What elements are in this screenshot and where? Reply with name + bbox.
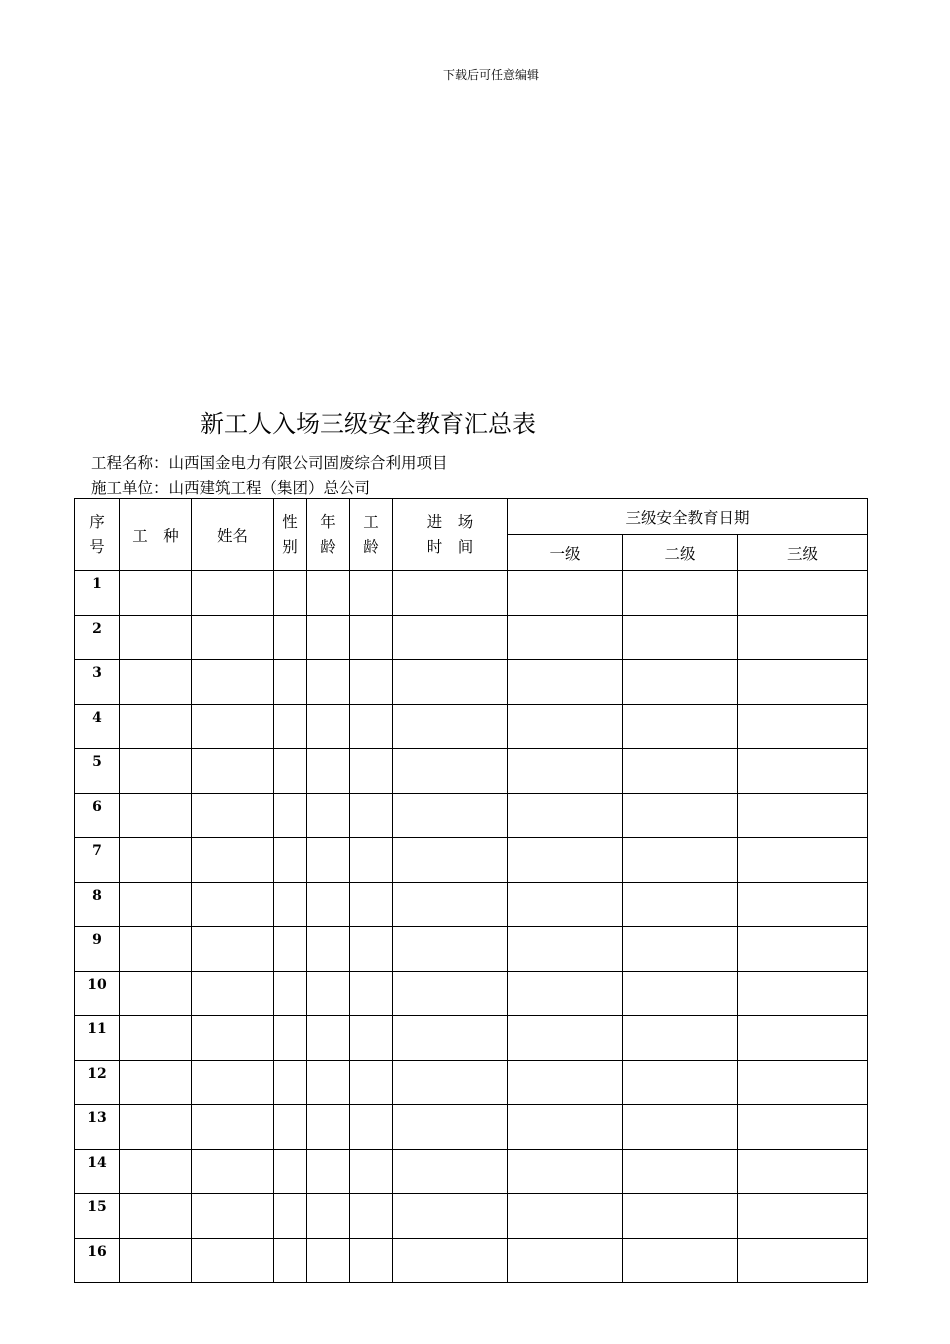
table-row xyxy=(75,838,868,883)
cell-gender[interactable] xyxy=(274,971,307,1016)
cell-level-2[interactable] xyxy=(623,882,738,927)
cell-trade[interactable] xyxy=(120,1105,192,1150)
cell-name[interactable] xyxy=(192,971,274,1016)
cell-trade[interactable] xyxy=(120,793,192,838)
cell-name[interactable] xyxy=(192,749,274,794)
cell-level-2[interactable] xyxy=(623,704,738,749)
cell-level-1[interactable] xyxy=(508,615,623,660)
header-work-years: 工 龄 xyxy=(350,499,393,571)
cell-name[interactable] xyxy=(192,1060,274,1105)
cell-name[interactable] xyxy=(192,1105,274,1150)
cell-gender[interactable] xyxy=(274,927,307,972)
cell-age[interactable] xyxy=(307,1016,350,1061)
header-level-1: 一级 xyxy=(508,535,623,571)
header-level-3: 三级 xyxy=(738,535,868,571)
cell-name[interactable] xyxy=(192,1238,274,1283)
cell-entry-time[interactable] xyxy=(393,927,508,972)
table-row xyxy=(75,1238,868,1283)
cell-work-years[interactable] xyxy=(350,704,393,749)
cell-gender[interactable] xyxy=(274,1060,307,1105)
cell-level-3[interactable] xyxy=(738,838,868,883)
row-seq-number: 12 xyxy=(75,1060,120,1105)
cell-level-1[interactable] xyxy=(508,793,623,838)
cell-trade[interactable] xyxy=(120,1238,192,1283)
cell-trade[interactable] xyxy=(120,927,192,972)
table-row xyxy=(75,571,868,616)
cell-name[interactable] xyxy=(192,704,274,749)
cell-trade[interactable] xyxy=(120,615,192,660)
cell-age[interactable] xyxy=(307,1149,350,1194)
cell-level-3[interactable] xyxy=(738,571,868,616)
cell-age[interactable] xyxy=(307,749,350,794)
contractor-line: 施工单位：山西建筑工程（集团）总公司 xyxy=(91,479,371,497)
cell-name[interactable] xyxy=(192,1194,274,1239)
cell-work-years[interactable] xyxy=(350,927,393,972)
cell-gender[interactable] xyxy=(274,1105,307,1150)
cell-level-1[interactable] xyxy=(508,882,623,927)
cell-work-years[interactable] xyxy=(350,1149,393,1194)
cell-entry-time[interactable] xyxy=(393,1149,508,1194)
cell-name[interactable] xyxy=(192,571,274,616)
cell-gender[interactable] xyxy=(274,882,307,927)
header-age: 年 龄 xyxy=(307,499,350,571)
table-row xyxy=(75,927,868,972)
row-seq-number: 1 xyxy=(75,571,120,616)
cell-level-3[interactable] xyxy=(738,1060,868,1105)
cell-age[interactable] xyxy=(307,793,350,838)
table-row xyxy=(75,704,868,749)
cell-work-years[interactable] xyxy=(350,749,393,794)
table-row xyxy=(75,660,868,705)
cell-level-3[interactable] xyxy=(738,615,868,660)
header-trade: 工 种 xyxy=(120,499,192,571)
cell-age[interactable] xyxy=(307,1105,350,1150)
cell-gender[interactable] xyxy=(274,1238,307,1283)
header-entry-time: 进 场 时 间 xyxy=(393,499,508,571)
row-seq-number: 2 xyxy=(75,615,120,660)
cell-level-2[interactable] xyxy=(623,793,738,838)
cell-trade[interactable] xyxy=(120,660,192,705)
table-row xyxy=(75,882,868,927)
row-seq-number: 6 xyxy=(75,793,120,838)
cell-level-3[interactable] xyxy=(738,749,868,794)
cell-age[interactable] xyxy=(307,571,350,616)
row-seq-number: 5 xyxy=(75,749,120,794)
cell-work-years[interactable] xyxy=(350,571,393,616)
cell-gender[interactable] xyxy=(274,838,307,883)
cell-level-1[interactable] xyxy=(508,1194,623,1239)
cell-age[interactable] xyxy=(307,1238,350,1283)
cell-level-2[interactable] xyxy=(623,1060,738,1105)
cell-name[interactable] xyxy=(192,793,274,838)
cell-entry-time[interactable] xyxy=(393,571,508,616)
cell-age[interactable] xyxy=(307,1194,350,1239)
cell-age[interactable] xyxy=(307,838,350,883)
table-row xyxy=(75,1194,868,1239)
cell-name[interactable] xyxy=(192,660,274,705)
row-seq-number: 16 xyxy=(75,1238,120,1283)
page-title: 新工人入场三级安全教育汇总表 xyxy=(200,410,536,438)
cell-age[interactable] xyxy=(307,927,350,972)
table-row xyxy=(75,749,868,794)
cell-level-1[interactable] xyxy=(508,1016,623,1061)
cell-gender[interactable] xyxy=(274,793,307,838)
cell-level-3[interactable] xyxy=(738,704,868,749)
cell-gender[interactable] xyxy=(274,749,307,794)
cell-name[interactable] xyxy=(192,1016,274,1061)
cell-level-1[interactable] xyxy=(508,838,623,883)
header-name: 姓名 xyxy=(192,499,274,571)
cell-level-3[interactable] xyxy=(738,927,868,972)
cell-entry-time[interactable] xyxy=(393,615,508,660)
row-seq-number: 13 xyxy=(75,1105,120,1150)
cell-level-2[interactable] xyxy=(623,1149,738,1194)
cell-work-years[interactable] xyxy=(350,971,393,1016)
cell-name[interactable] xyxy=(192,838,274,883)
project-name-line: 工程名称：山西国金电力有限公司固废综合利用项目 xyxy=(91,454,448,472)
cell-entry-time[interactable] xyxy=(393,1016,508,1061)
cell-level-3[interactable] xyxy=(738,1016,868,1061)
cell-gender[interactable] xyxy=(274,704,307,749)
cell-level-3[interactable] xyxy=(738,793,868,838)
cell-work-years[interactable] xyxy=(350,1105,393,1150)
table-row xyxy=(75,793,868,838)
cell-entry-time[interactable] xyxy=(393,838,508,883)
cell-age[interactable] xyxy=(307,971,350,1016)
cell-gender[interactable] xyxy=(274,1194,307,1239)
cell-gender[interactable] xyxy=(274,615,307,660)
cell-level-3[interactable] xyxy=(738,1105,868,1150)
cell-name[interactable] xyxy=(192,615,274,660)
cell-name[interactable] xyxy=(192,882,274,927)
cell-work-years[interactable] xyxy=(350,793,393,838)
cell-trade[interactable] xyxy=(120,749,192,794)
cell-gender[interactable] xyxy=(274,1016,307,1061)
cell-entry-time[interactable] xyxy=(393,882,508,927)
cell-age[interactable] xyxy=(307,704,350,749)
cell-trade[interactable] xyxy=(120,882,192,927)
header-note: 下载后可任意编辑 xyxy=(442,68,539,82)
row-seq-number: 8 xyxy=(75,882,120,927)
cell-level-3[interactable] xyxy=(738,971,868,1016)
cell-level-2[interactable] xyxy=(623,971,738,1016)
cell-level-1[interactable] xyxy=(508,704,623,749)
cell-trade[interactable] xyxy=(120,1194,192,1239)
cell-level-3[interactable] xyxy=(738,660,868,705)
cell-level-1[interactable] xyxy=(508,1149,623,1194)
cell-entry-time[interactable] xyxy=(393,1060,508,1105)
cell-trade[interactable] xyxy=(120,1060,192,1105)
cell-gender[interactable] xyxy=(274,571,307,616)
cell-trade[interactable] xyxy=(120,971,192,1016)
cell-work-years[interactable] xyxy=(350,1194,393,1239)
cell-gender[interactable] xyxy=(274,660,307,705)
cell-entry-time[interactable] xyxy=(393,1238,508,1283)
row-seq-number: 4 xyxy=(75,704,120,749)
row-seq-number: 11 xyxy=(75,1016,120,1061)
cell-entry-time[interactable] xyxy=(393,1105,508,1150)
cell-entry-time[interactable] xyxy=(393,971,508,1016)
cell-level-3[interactable] xyxy=(738,1194,868,1239)
cell-age[interactable] xyxy=(307,882,350,927)
header-education-date: 三级安全教育日期 xyxy=(508,499,868,535)
header-level-2: 二级 xyxy=(623,535,738,571)
cell-level-3[interactable] xyxy=(738,882,868,927)
table-row xyxy=(75,615,868,660)
row-seq-number: 7 xyxy=(75,838,120,883)
cell-level-2[interactable] xyxy=(623,1105,738,1150)
cell-age[interactable] xyxy=(307,1060,350,1105)
row-seq-number: 9 xyxy=(75,927,120,972)
cell-level-2[interactable] xyxy=(623,838,738,883)
cell-level-2[interactable] xyxy=(623,615,738,660)
cell-age[interactable] xyxy=(307,660,350,705)
header-gender: 性 别 xyxy=(274,499,307,571)
cell-entry-time[interactable] xyxy=(393,749,508,794)
cell-work-years[interactable] xyxy=(350,838,393,883)
cell-level-1[interactable] xyxy=(508,571,623,616)
cell-entry-time[interactable] xyxy=(393,1194,508,1239)
table-body xyxy=(75,571,868,1283)
cell-level-2[interactable] xyxy=(623,660,738,705)
cell-level-2[interactable] xyxy=(623,1194,738,1239)
cell-level-1[interactable] xyxy=(508,1105,623,1150)
education-summary-table xyxy=(74,498,868,1283)
cell-trade[interactable] xyxy=(120,571,192,616)
cell-level-1[interactable] xyxy=(508,971,623,1016)
cell-level-2[interactable] xyxy=(623,1238,738,1283)
table-row xyxy=(75,1105,868,1150)
cell-level-3[interactable] xyxy=(738,1238,868,1283)
cell-level-2[interactable] xyxy=(623,927,738,972)
cell-age[interactable] xyxy=(307,615,350,660)
cell-level-2[interactable] xyxy=(623,571,738,616)
cell-trade[interactable] xyxy=(120,1016,192,1061)
table-row xyxy=(75,1016,868,1061)
cell-entry-time[interactable] xyxy=(393,793,508,838)
row-seq-number: 10 xyxy=(75,971,120,1016)
cell-entry-time[interactable] xyxy=(393,660,508,705)
cell-level-1[interactable] xyxy=(508,749,623,794)
cell-work-years[interactable] xyxy=(350,615,393,660)
table-row xyxy=(75,1060,868,1105)
table-row xyxy=(75,971,868,1016)
cell-trade[interactable] xyxy=(120,838,192,883)
cell-level-1[interactable] xyxy=(508,1238,623,1283)
cell-name[interactable] xyxy=(192,1149,274,1194)
row-seq-number: 3 xyxy=(75,660,120,705)
cell-level-2[interactable] xyxy=(623,749,738,794)
cell-name[interactable] xyxy=(192,927,274,972)
cell-work-years[interactable] xyxy=(350,1016,393,1061)
table-header-row xyxy=(75,499,868,535)
cell-entry-time[interactable] xyxy=(393,704,508,749)
cell-level-1[interactable] xyxy=(508,1060,623,1105)
cell-level-1[interactable] xyxy=(508,660,623,705)
cell-work-years[interactable] xyxy=(350,660,393,705)
cell-gender[interactable] xyxy=(274,1149,307,1194)
cell-work-years[interactable] xyxy=(350,1060,393,1105)
cell-level-2[interactable] xyxy=(623,1016,738,1061)
row-seq-number: 14 xyxy=(75,1149,120,1194)
cell-level-3[interactable] xyxy=(738,1149,868,1194)
cell-work-years[interactable] xyxy=(350,1238,393,1283)
table-row xyxy=(75,1149,868,1194)
cell-level-1[interactable] xyxy=(508,927,623,972)
cell-work-years[interactable] xyxy=(350,882,393,927)
header-seq: 序 号 xyxy=(75,499,120,571)
row-seq-number: 15 xyxy=(75,1194,120,1239)
cell-trade[interactable] xyxy=(120,1149,192,1194)
cell-trade[interactable] xyxy=(120,704,192,749)
